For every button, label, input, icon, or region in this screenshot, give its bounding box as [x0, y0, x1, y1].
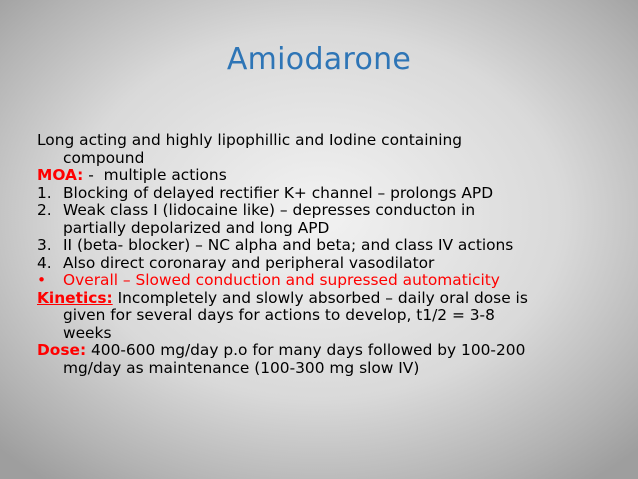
slide-title: Amiodarone [226, 42, 412, 77]
list-item-2-continued [37, 220, 617, 238]
list-item-text: Blocking of delayed rectifier K+ channel – prolongs APD [63, 183, 494, 202]
kinetics-line-3 [37, 325, 617, 343]
list-item-number: 1. [37, 183, 52, 202]
kinetics-line-2 [37, 307, 617, 325]
intro-text-1: Long acting and highly lipophillic and Iodine containing [37, 131, 463, 149]
dose-line-1 [37, 342, 617, 360]
dose-line-2 [37, 360, 617, 378]
bullet-icon: • [37, 271, 47, 289]
list-item-number: 3. [37, 236, 52, 254]
list-item-1 [37, 185, 617, 203]
dose-text-2: mg/day as maintenance (100-300 mg slow IV) [63, 358, 420, 377]
dose-label: Dose: [37, 341, 87, 359]
list-item-number: 4. [37, 253, 52, 272]
intro-line-2 [37, 150, 617, 168]
dose-text-1: 400-600 mg/day p.o for many days followed by 100-200 [86, 341, 526, 359]
kinetics-label: Kinetics: [37, 288, 113, 307]
overall-line [37, 272, 617, 290]
list-item-text: Weak class I (lidocaine like) – depresses conducton in [63, 201, 476, 219]
moa-text: - multiple actions [83, 166, 227, 184]
intro-line-1 [37, 132, 617, 150]
moa-label: MOA: [37, 166, 84, 184]
list-item-3 [37, 237, 617, 255]
intro-text-2: compound [63, 148, 145, 167]
list-item-4 [37, 255, 617, 273]
slide-content [37, 132, 617, 377]
list-item-text: Also direct coronaray and peripheral vasodilator [63, 253, 435, 272]
moa-line [37, 167, 617, 185]
kinetics-text-1: Incompletely and slowly absorbed – daily oral dose is [112, 288, 528, 307]
list-item-text: II (beta- blocker) – NC alpha and beta; and class IV actions [63, 236, 514, 254]
list-item-text-continued: partially depolarized and long APD [63, 218, 330, 237]
list-item-2 [37, 202, 617, 220]
list-item-number: 2. [37, 201, 52, 219]
kinetics-text-2: given for several days for actions to develop, t1/2 = 3-8 [63, 306, 495, 324]
kinetics-line-1 [37, 290, 617, 308]
kinetics-text-3: weeks [63, 323, 112, 342]
overall-text: Overall – Slowed conduction and supressed automaticity [63, 271, 500, 289]
